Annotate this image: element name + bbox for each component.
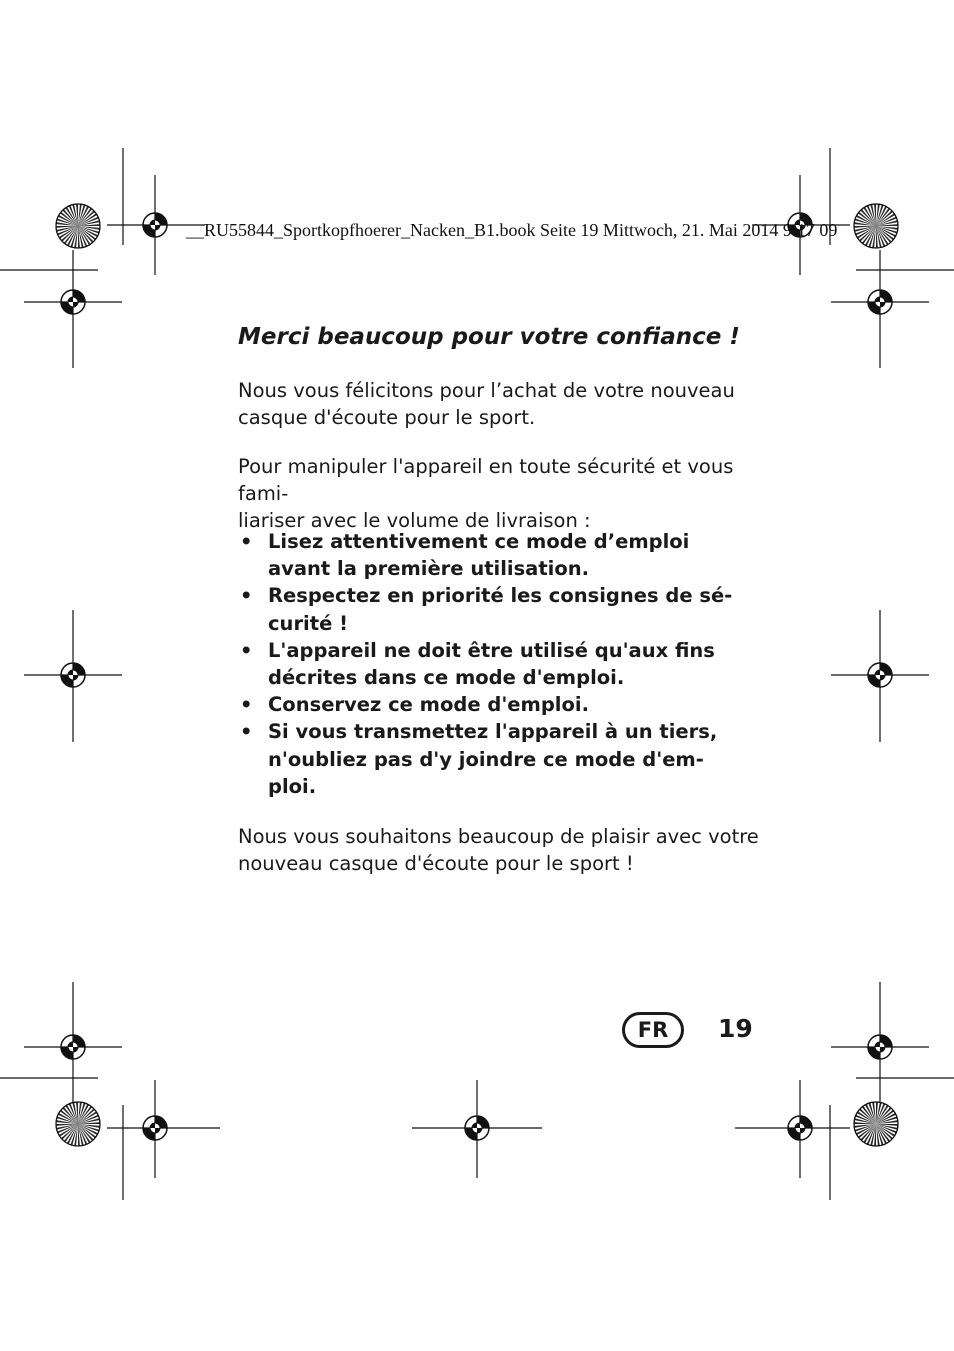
bullet-icon: • (240, 584, 253, 608)
bullet-line: L'appareil ne doit être utilisé qu'aux fins (268, 638, 715, 662)
language-badge: FR (622, 1012, 684, 1048)
handling-paragraph (238, 453, 768, 534)
page-title: Merci beaucoup pour votre confiance ! (238, 324, 740, 350)
starburst-target-bottom-left (56, 1102, 100, 1146)
bullet-icon: • (240, 638, 253, 662)
page-number: 19 (718, 1014, 753, 1043)
list-item (238, 637, 758, 691)
starburst-target-top-left (56, 204, 100, 248)
bullet-line: Lisez attentivement ce mode d’emploi (268, 530, 690, 553)
closing-paragraph (238, 823, 768, 877)
starburst-target-top-right (854, 204, 898, 248)
registration-mark-left-lower (24, 982, 122, 1110)
bullet-line: avant la première utilisation. (268, 557, 590, 581)
bullet-line: curité ! (268, 611, 348, 635)
registration-mark-bottom-left (107, 1080, 220, 1178)
bullet-line: Conservez ce mode d'emploi. (268, 693, 589, 717)
closing-line: Nous vous souhaitons beaucoup de plaisir avec votre (238, 825, 759, 848)
registration-mark-right-upper (831, 250, 929, 368)
handling-line: Pour manipuler l'appareil en toute sécurité et vous fami- (238, 455, 734, 505)
intro-line: casque d'écoute pour le sport. (238, 406, 536, 429)
handling-line: liariser avec le volume de livraison : (238, 509, 591, 532)
bullet-icon: • (240, 530, 253, 553)
registration-mark-right-lower (831, 982, 929, 1110)
registration-mark-left-middle (24, 610, 122, 742)
safety-bullet-list (238, 528, 758, 800)
registration-mark-right-middle (831, 610, 929, 742)
registration-mark-left-upper (24, 250, 122, 368)
bullet-line: Respectez en priorité les consignes de sé- (268, 584, 733, 608)
bullet-line: Si vous transmettez l'appareil à un tiers, (268, 720, 718, 744)
intro-paragraph (238, 377, 768, 431)
intro-line: Nous vous félicitons pour l’achat de votre nouveau (238, 379, 735, 402)
list-item (238, 691, 758, 718)
starburst-target-bottom-right (854, 1102, 898, 1146)
bullet-line: ploi. (268, 774, 317, 798)
bullet-line: n'oubliez pas d'y joindre ce mode d'em- (268, 747, 704, 771)
bullet-line: décrites dans ce mode d'emploi. (268, 666, 625, 690)
bullet-icon: • (240, 693, 253, 717)
registration-mark-bottom-right (735, 1080, 850, 1178)
list-item (238, 582, 758, 636)
page-footer (622, 1012, 762, 1052)
closing-line: nouveau casque d'écoute pour le sport ! (238, 852, 634, 875)
bullet-icon: • (240, 720, 253, 744)
list-item (238, 718, 758, 800)
list-item (238, 528, 758, 582)
registration-mark-bottom-center (412, 1080, 542, 1178)
print-header-line: __RU55844_Sportkopfhoerer_Nacken_B1.book Seite 19 Mittwoch, 21. Mai 2014 9:17 09 (186, 220, 838, 240)
